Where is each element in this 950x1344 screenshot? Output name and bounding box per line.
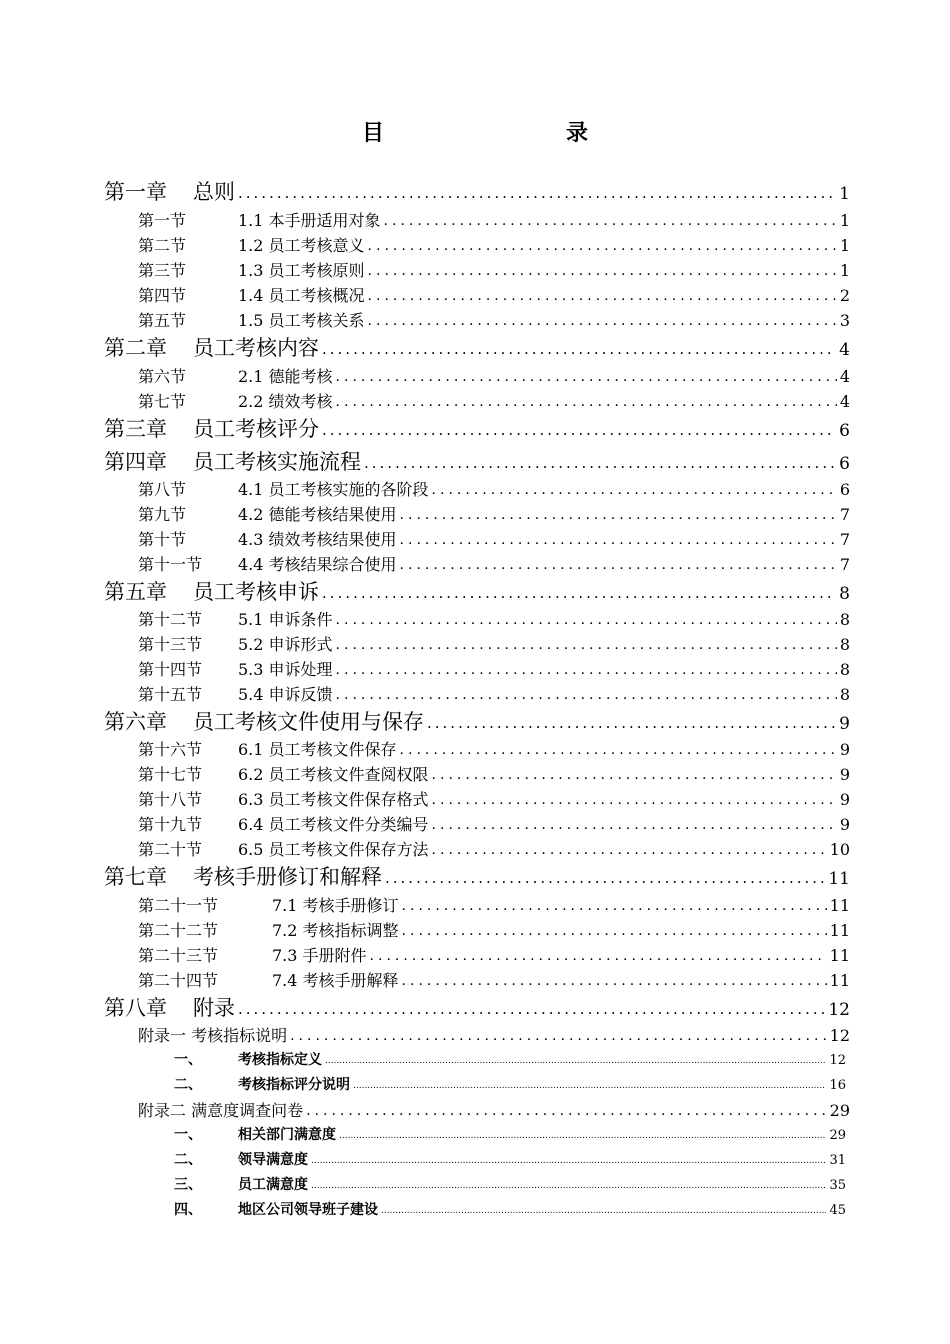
toc-entry-page: 1	[839, 211, 850, 230]
toc-entry-label: 第一节	[138, 211, 187, 230]
toc-entry-title: 4.3 绩效考核结果使用	[238, 530, 397, 549]
toc-entry[interactable]	[138, 737, 850, 760]
toc-entry-title: 7.2 考核指标调整	[272, 921, 399, 940]
dot-leader	[427, 714, 836, 732]
toc-entry-title: 地区公司领导班子建设	[238, 1202, 378, 1218]
dot-leader	[368, 288, 837, 304]
toc-entry-label: 第二十三节	[138, 946, 219, 965]
toc-entry-label: 第六节	[138, 367, 187, 386]
dot-leader	[385, 869, 825, 887]
toc-entry-title: 4.1 员工考核实施的各阶段	[238, 480, 429, 499]
toc-entry-page: 9	[839, 790, 850, 809]
toc-entry[interactable]	[138, 308, 850, 331]
toc-entry-page: 4	[839, 392, 850, 411]
toc-entry-title: 6.4 员工考核文件分类编号	[238, 815, 429, 834]
toc-entry-page: 35	[829, 1178, 846, 1193]
toc-entry-label: 第十八节	[138, 790, 203, 809]
dot-leader	[384, 213, 837, 229]
toc-entry[interactable]	[138, 389, 850, 412]
toc-entry-title: 1.5 员工考核关系	[238, 311, 365, 330]
toc-entry-title: 员工考核评分	[193, 417, 319, 441]
dot-leader	[322, 340, 836, 358]
toc-entry-label: 第二章	[104, 336, 167, 360]
toc-entry-label: 第二十二节	[138, 921, 219, 940]
toc-entry[interactable]	[138, 607, 850, 630]
toc-entry-title: 领导满意度	[238, 1152, 308, 1168]
toc-entry-page: 29	[829, 1128, 846, 1143]
toc-entry-page: 6	[839, 480, 850, 499]
toc-entry-label: 第九节	[138, 505, 187, 524]
toc-entry-page: 4	[839, 340, 850, 360]
toc-entry-page: 1	[839, 261, 850, 280]
dot-leader	[306, 1103, 827, 1119]
toc-entry[interactable]	[174, 1199, 846, 1219]
dot-leader	[368, 313, 837, 329]
dot-leader	[368, 263, 837, 279]
dot-leader	[432, 767, 837, 783]
toc-entry[interactable]	[138, 812, 850, 835]
toc-entry-page: 7	[839, 530, 850, 549]
dot-leader	[238, 1000, 825, 1018]
toc-entry-page: 8	[839, 610, 850, 629]
toc-entry-title: 6.3 员工考核文件保存格式	[238, 790, 429, 809]
dot-leader	[402, 898, 827, 914]
toc-entry-page: 3	[839, 311, 850, 330]
dot-leader	[336, 687, 837, 703]
toc-entry-label: 第十九节	[138, 815, 203, 834]
dot-leader	[336, 612, 837, 628]
toc-entry-title: 员工考核实施流程	[193, 450, 361, 474]
toc-entry-page: 29	[829, 1101, 850, 1120]
toc-entry-label: 第二十节	[138, 840, 203, 859]
toc-entry-title: 附录	[193, 996, 235, 1020]
toc-entry-page: 12	[829, 1026, 850, 1045]
toc-entry-title: 1.2 员工考核意义	[238, 236, 365, 255]
toc-entry-title: 附录一 考核指标说明	[138, 1026, 288, 1045]
toc-entry[interactable]	[138, 918, 850, 941]
toc-entry-title: 5.3 申诉处理	[238, 660, 333, 679]
toc-entry-label: 第十六节	[138, 740, 203, 759]
toc-entry-title: 附录二 满意度调查问卷	[138, 1101, 304, 1120]
dot-leader	[400, 557, 837, 573]
toc-entry-label: 第三章	[104, 417, 167, 441]
toc-entry-page: 11	[828, 869, 850, 889]
toc-entry-label: 第二节	[138, 236, 187, 255]
toc-entry-label: 第八章	[104, 996, 167, 1020]
dot-leader	[432, 482, 837, 498]
toc-entry-label: 二、	[174, 1077, 202, 1093]
toc-entry[interactable]	[138, 893, 850, 916]
dot-leader	[339, 1131, 826, 1141]
dot-leader	[336, 394, 837, 410]
toc-entry-label: 第五章	[104, 580, 167, 604]
dot-leader	[432, 842, 827, 858]
toc-entry[interactable]	[138, 527, 850, 550]
toc-entry-label: 第一章	[104, 180, 167, 204]
toc-entry-title: 7.4 考核手册解释	[272, 971, 399, 990]
toc-entry[interactable]	[104, 446, 850, 476]
toc-entry-page: 6	[839, 454, 850, 474]
toc-entry-page: 11	[829, 971, 850, 990]
toc-entry-title: 总则	[193, 180, 235, 204]
toc-entry-page: 8	[839, 584, 850, 604]
toc-entry-label: 第十二节	[138, 610, 203, 629]
toc-entry[interactable]	[104, 861, 850, 891]
toc-entry-label: 第七节	[138, 392, 187, 411]
toc-entry-label: 第五节	[138, 311, 187, 330]
toc-entry[interactable]	[104, 706, 850, 736]
dot-leader	[400, 532, 837, 548]
dot-leader	[400, 742, 837, 758]
toc-entry[interactable]	[138, 208, 850, 231]
toc-entry[interactable]	[138, 837, 850, 860]
toc-entry[interactable]	[138, 787, 850, 810]
toc-entry[interactable]	[138, 258, 850, 281]
dot-leader	[368, 238, 837, 254]
toc-entry-title: 员工考核文件使用与保存	[193, 710, 424, 734]
toc-entry-page: 11	[829, 921, 850, 940]
dot-leader	[238, 184, 836, 202]
toc-entry[interactable]	[104, 413, 850, 443]
dot-leader	[325, 1056, 826, 1066]
toc-entry-title: 6.5 员工考核文件保存方法	[238, 840, 429, 859]
toc-entry-title: 5.2 申诉形式	[238, 635, 333, 654]
toc-entry-page: 12	[829, 1053, 846, 1068]
dot-leader	[432, 817, 837, 833]
toc-entry-title: 考核手册修订和解释	[193, 865, 382, 889]
toc-entry[interactable]	[138, 477, 850, 500]
dot-leader	[402, 973, 827, 989]
toc-entry[interactable]	[138, 657, 850, 680]
toc-entry[interactable]	[138, 502, 850, 525]
toc-entry-title: 6.2 员工考核文件查阅权限	[238, 765, 429, 784]
toc-entry-page: 9	[839, 765, 850, 784]
toc-entry-page: 10	[829, 840, 850, 859]
toc-entry-label: 一、	[174, 1127, 202, 1143]
toc-entry[interactable]	[138, 682, 850, 705]
toc-entry-page: 12	[828, 1000, 850, 1020]
toc-entry-title: 1.3 员工考核原则	[238, 261, 365, 280]
toc-entry-title: 相关部门满意度	[238, 1127, 336, 1143]
toc-entry-page: 8	[839, 685, 850, 704]
toc-entry-page: 1	[839, 184, 850, 204]
toc-entry-label: 三、	[174, 1177, 202, 1193]
toc-entry[interactable]	[138, 762, 850, 785]
toc-entry-label: 第十一节	[138, 555, 203, 574]
toc-entry-label: 第二十一节	[138, 896, 219, 915]
toc-entry[interactable]	[104, 576, 850, 606]
toc-entry[interactable]	[174, 1124, 846, 1144]
toc-entry-title: 2.2 绩效考核	[238, 392, 333, 411]
toc-entry-label: 第四节	[138, 286, 187, 305]
toc-entry-page: 31	[829, 1153, 846, 1168]
dot-leader	[353, 1081, 826, 1091]
toc-entry-label: 第二十四节	[138, 971, 219, 990]
toc-entry[interactable]	[138, 552, 850, 575]
toc-entry[interactable]	[138, 1023, 850, 1046]
toc-entry-page: 16	[829, 1078, 846, 1093]
toc-entry-label: 第十五节	[138, 685, 203, 704]
dot-leader	[336, 369, 837, 385]
toc-entry-title: 6.1 员工考核文件保存	[238, 740, 397, 759]
toc-entry-title: 1.1 本手册适用对象	[238, 211, 381, 230]
toc-entry[interactable]	[174, 1074, 846, 1094]
toc-entry-title: 2.1 德能考核	[238, 367, 333, 386]
toc-entry[interactable]	[174, 1049, 846, 1069]
dot-leader	[364, 454, 836, 472]
toc-entry-label: 一、	[174, 1052, 202, 1068]
dot-leader	[381, 1206, 826, 1216]
toc-entry-page: 9	[839, 714, 850, 734]
toc-entry-page: 7	[839, 505, 850, 524]
toc-entry[interactable]	[174, 1174, 846, 1194]
toc-entry-label: 四、	[174, 1202, 202, 1218]
toc-entry-label: 二、	[174, 1152, 202, 1168]
toc-entry-page: 9	[839, 740, 850, 759]
toc-entry-title: 4.2 德能考核结果使用	[238, 505, 397, 524]
toc-entry[interactable]	[138, 233, 850, 256]
dot-leader	[400, 507, 837, 523]
toc-entry-title: 5.4 申诉反馈	[238, 685, 333, 704]
toc-entry[interactable]	[138, 632, 850, 655]
dot-leader	[322, 421, 836, 439]
toc-entry[interactable]	[104, 992, 850, 1022]
dot-leader	[336, 662, 837, 678]
dot-leader	[311, 1181, 826, 1191]
toc-entry-page: 6	[839, 421, 850, 441]
toc-entry-title: 1.4 员工考核概况	[238, 286, 365, 305]
toc-entry-title: 7.3 手册附件	[272, 946, 367, 965]
toc-entry-label: 第十三节	[138, 635, 203, 654]
page-title: 目 录	[361, 120, 634, 146]
toc-entry[interactable]	[138, 943, 850, 966]
toc-entry-page: 11	[829, 896, 850, 915]
toc-entry[interactable]	[138, 364, 850, 387]
toc-entry-title: 员工考核内容	[193, 336, 319, 360]
toc-entry-page: 7	[839, 555, 850, 574]
toc-entry[interactable]	[138, 283, 850, 306]
toc-entry-page: 4	[839, 367, 850, 386]
dot-leader	[322, 584, 836, 602]
toc-entry-label: 第八节	[138, 480, 187, 499]
toc-entry-label: 第六章	[104, 710, 167, 734]
toc-entry[interactable]	[104, 332, 850, 362]
dot-leader	[432, 792, 837, 808]
toc-entry-title: 员工满意度	[238, 1177, 308, 1193]
toc-entry-label: 第四章	[104, 450, 167, 474]
toc-entry-label: 第七章	[104, 865, 167, 889]
toc-entry-title: 4.4 考核结果综合使用	[238, 555, 397, 574]
toc-entry-title: 5.1 申诉条件	[238, 610, 333, 629]
toc-entry-title: 7.1 考核手册修订	[272, 896, 399, 915]
dot-leader	[370, 948, 827, 964]
toc-entry-page: 8	[839, 635, 850, 654]
toc-entry-label: 第三节	[138, 261, 187, 280]
toc-entry-label: 第十四节	[138, 660, 203, 679]
toc-entry-page: 1	[839, 236, 850, 255]
toc-entry-title: 考核指标定义	[238, 1052, 322, 1068]
toc-entry-page: 9	[839, 815, 850, 834]
dot-leader	[336, 637, 837, 653]
toc-entry-title: 员工考核申诉	[193, 580, 319, 604]
dot-leader	[311, 1156, 826, 1166]
toc-entry[interactable]	[138, 968, 850, 991]
dot-leader	[290, 1028, 827, 1044]
toc-entry-page: 8	[839, 660, 850, 679]
toc-entry-page: 45	[829, 1203, 846, 1218]
toc-entry-page: 11	[829, 946, 850, 965]
toc-entry-title: 考核指标评分说明	[238, 1077, 350, 1093]
toc-entry[interactable]	[104, 176, 850, 206]
toc-entry[interactable]	[138, 1098, 850, 1121]
dot-leader	[402, 923, 827, 939]
toc-entry-label: 第十七节	[138, 765, 203, 784]
toc-entry[interactable]	[174, 1149, 846, 1169]
toc-entry-page: 2	[839, 286, 850, 305]
toc-entry-label: 第十节	[138, 530, 187, 549]
